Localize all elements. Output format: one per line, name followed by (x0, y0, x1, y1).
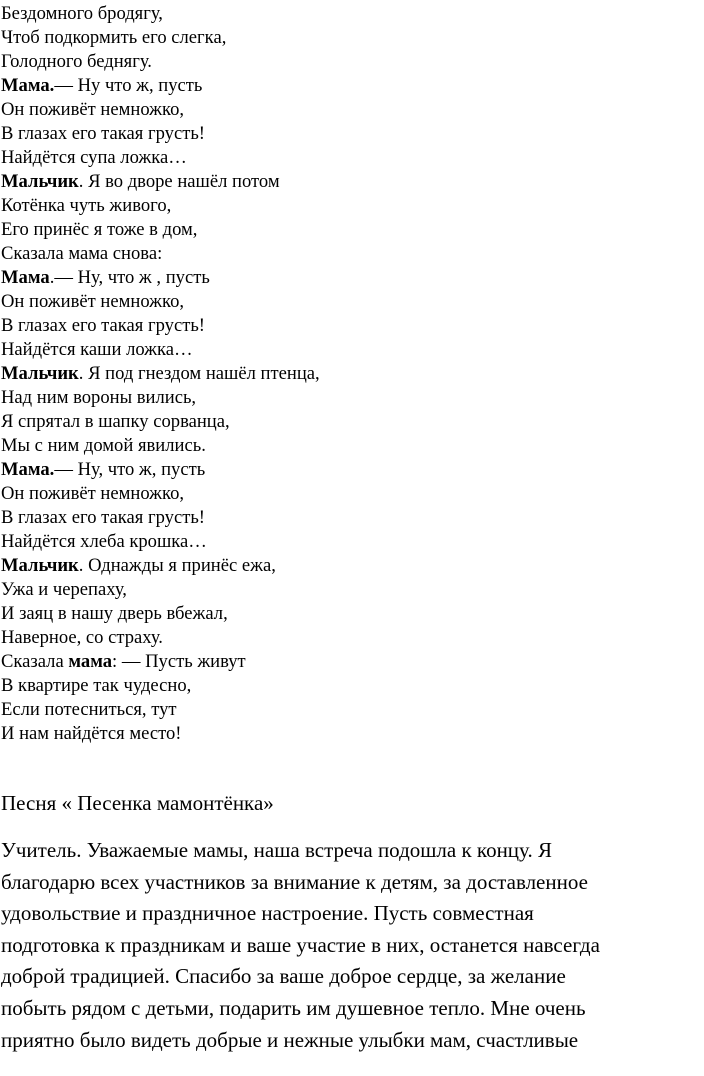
speaker-label: мама (68, 651, 113, 672)
poem-line (1, 674, 691, 698)
poem-line (1, 266, 691, 290)
poem-line (1, 362, 691, 386)
paragraph-line: побыть рядом с детьми, подарить им душевное тепло. Мне очень (1, 995, 586, 1020)
poem-line (1, 218, 691, 242)
line-text: Ужа и черепаху, (1, 579, 127, 600)
line-text: В квартире так чудесно, (1, 675, 192, 696)
paragraph-line: благодарю всех участников за внимание к детям, за доставленное (1, 869, 588, 894)
poem-line (1, 554, 691, 578)
line-text: Бездомного бродягу, (1, 3, 163, 24)
line-text: Найдётся каши ложка… (1, 339, 193, 360)
poem-line (1, 314, 691, 338)
poem-line (1, 482, 691, 506)
poem-line (1, 170, 691, 194)
paragraph-line: подготовка к праздникам и ваше участие в них, останется навсегда (1, 932, 600, 957)
paragraph-line: удовольствие и праздничное настроение. Пусть совместная (1, 901, 534, 926)
line-text: — Ну что ж, пусть (54, 75, 203, 96)
line-text: . Я под гнездом нашёл птенца, (78, 363, 320, 384)
poem-line (1, 506, 691, 530)
line-text: И заяц в нашу дверь вбежал, (1, 603, 228, 624)
line-text: Котёнка чуть живого, (1, 195, 172, 216)
poem-line (1, 338, 691, 362)
line-text: Найдётся хлеба крошка… (1, 531, 207, 552)
line-text: Найдётся супа ложка… (1, 147, 187, 168)
poem-line (1, 194, 691, 218)
poem-line (1, 290, 691, 314)
line-text: В глазах его такая грусть! (1, 123, 206, 144)
poem-line (1, 698, 691, 722)
poem-line (1, 146, 691, 170)
line-text: Его принёс я тоже в дом, (1, 219, 198, 240)
paragraph-line: Учитель. Уважаемые мамы, наша встреча подошла к концу. Я (1, 838, 552, 862)
line-text: Чтоб подкормить его слегка, (1, 27, 227, 48)
poem-line (1, 2, 691, 26)
line-text: В глазах его такая грусть! (1, 507, 206, 528)
speaker-label: Мальчик (1, 171, 79, 192)
line-text: Над ним вороны вились, (1, 387, 197, 408)
poem-line (1, 434, 691, 458)
poem-block (1, 2, 691, 746)
poem-line (1, 578, 691, 602)
poem-line (1, 122, 691, 146)
poem-line (1, 98, 691, 122)
poem-line (1, 530, 691, 554)
poem-line (1, 602, 691, 626)
poem-line (1, 458, 691, 482)
line-text: Мы с ним домой явились. (1, 435, 206, 456)
poem-line (1, 26, 691, 50)
line-text: : — Пусть живут (112, 651, 246, 672)
line-text: В глазах его такая грусть! (1, 315, 206, 336)
paragraph-line: доброй традицией. Спасибо за ваше доброе сердце, за желание (1, 964, 566, 989)
line-text: Наверное, со страху. (1, 627, 163, 648)
line-text: .— Ну, что ж , пусть (49, 267, 210, 288)
speaker-label: Мама. (1, 75, 55, 96)
line-text: Сказала (1, 651, 69, 672)
song-title: Песня « Песенка мамонтёнка» (1, 791, 274, 815)
poem-line (1, 242, 691, 266)
poem-line (1, 74, 691, 98)
poem-line (1, 50, 691, 74)
line-text: Если потесниться, тут (1, 699, 177, 720)
line-text: Я спрятал в шапку сорванца, (1, 411, 230, 432)
line-text: — Ну, что ж, пусть (54, 459, 206, 480)
line-text: Он поживёт немножко, (1, 99, 185, 120)
line-text: И нам найдётся место! (1, 723, 182, 744)
line-text: Сказала мама снова: (1, 243, 163, 264)
poem-line (1, 650, 691, 674)
poem-line (1, 410, 691, 434)
speaker-label: Мама (1, 267, 50, 288)
line-text: . Однажды я принёс ежа, (78, 555, 276, 576)
line-text: Голодного беднягу. (1, 51, 152, 72)
closing-speech (1, 835, 701, 1056)
paragraph-line: приятно было видеть добрые и нежные улыбки мам, счастливые (1, 1027, 579, 1052)
poem-line (1, 386, 691, 410)
speaker-label: Мама. (1, 459, 55, 480)
line-text: . Я во дворе нашёл потом (78, 171, 280, 192)
poem-line (1, 626, 691, 650)
poem-line (1, 722, 691, 746)
line-text: Он поживёт немножко, (1, 483, 185, 504)
speaker-label: Мальчик (1, 363, 79, 384)
speaker-label: Мальчик (1, 555, 79, 576)
line-text: Он поживёт немножко, (1, 291, 185, 312)
